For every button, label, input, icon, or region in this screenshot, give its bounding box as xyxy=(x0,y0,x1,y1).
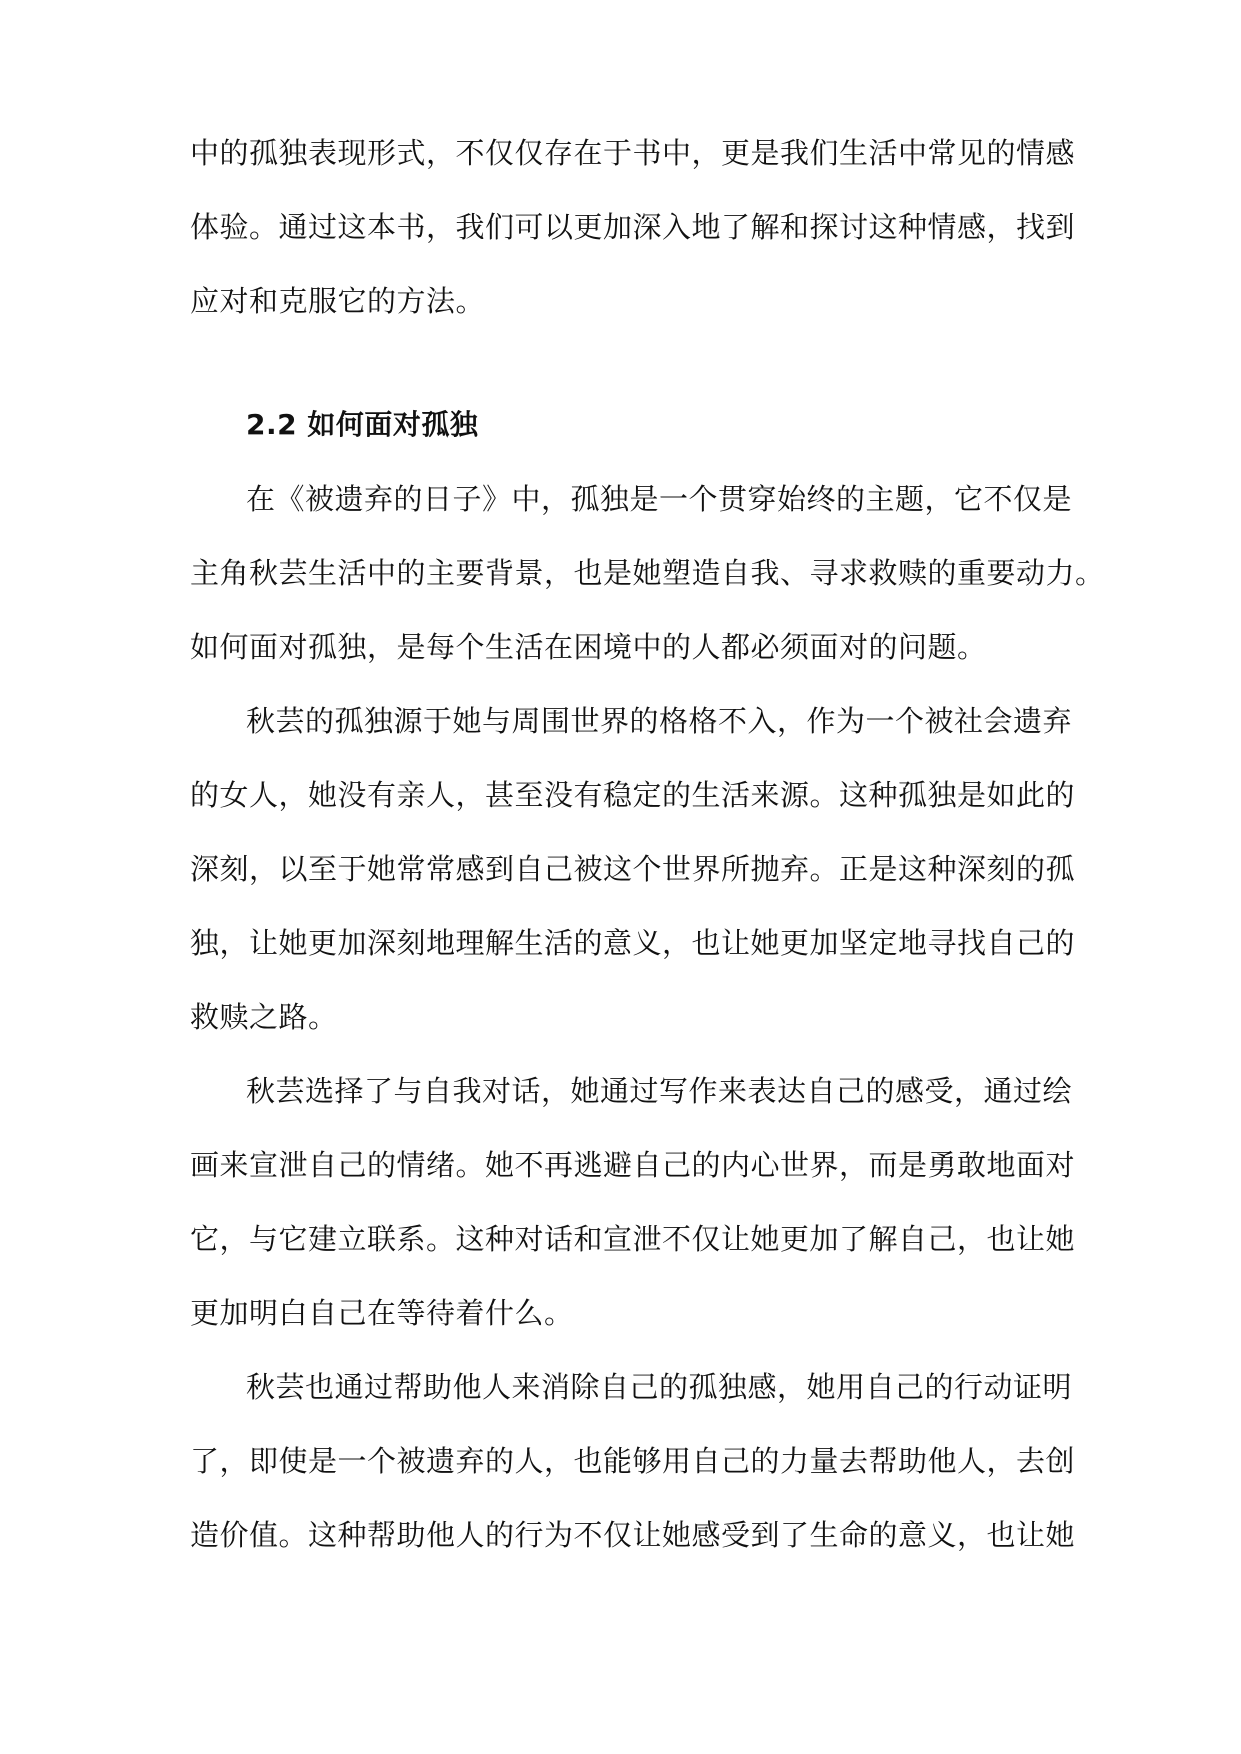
text-line: 秋芸选择了与自我对话，她通过写作来表达自己的感受，通过绘 xyxy=(246,1074,1073,1108)
text-line: 了，即使是一个被遗弃的人，也能够用自己的力量去帮助他人，去创 xyxy=(190,1444,1076,1478)
text-line: 造价值。这种帮助他人的行为不仅让她感受到了生命的意义，也让她 xyxy=(190,1518,1076,1552)
text-line: 救赎之路。 xyxy=(190,1000,338,1034)
text-line: 中的孤独表现形式，不仅仅存在于书中，更是我们生活中常见的情感 xyxy=(190,136,1076,170)
text-line: 它，与它建立联系。这种对话和宣泄不仅让她更加了解自己，也让她 xyxy=(190,1222,1076,1256)
text-line: 深刻，以至于她常常感到自己被这个世界所抛弃。正是这种深刻的孤 xyxy=(190,852,1076,886)
text-line: 秋芸也通过帮助他人来消除自己的孤独感，她用自己的行动证明 xyxy=(246,1370,1073,1404)
text-line: 独，让她更加深刻地理解生活的意义，也让她更加坚定地寻找自己的 xyxy=(190,926,1076,960)
text-line: 应对和克服它的方法。 xyxy=(190,284,486,318)
text-line: 画来宣泄自己的情绪。她不再逃避自己的内心世界，而是勇敢地面对 xyxy=(190,1148,1076,1182)
text-line: 如何面对孤独，是每个生活在困境中的人都必须面对的问题。 xyxy=(190,630,987,664)
text-line: 在《被遗弃的日子》中，孤独是一个贯穿始终的主题，它不仅是 xyxy=(246,482,1073,516)
text-line: 更加明白自己在等待着什么。 xyxy=(190,1296,574,1330)
text-line: 体验。通过这本书，我们可以更加深入地了解和探讨这种情感，找到 xyxy=(190,210,1076,244)
section-heading: 2.2 如何面对孤独 xyxy=(246,408,479,441)
text-line: 秋芸的孤独源于她与周围世界的格格不入，作为一个被社会遗弃 xyxy=(246,704,1073,738)
text-line: 主角秋芸生活中的主要背景，也是她塑造自我、寻求救赎的重要动力。 xyxy=(190,556,1105,590)
text-line: 的女人，她没有亲人，甚至没有稳定的生活来源。这种孤独是如此的 xyxy=(190,778,1076,812)
